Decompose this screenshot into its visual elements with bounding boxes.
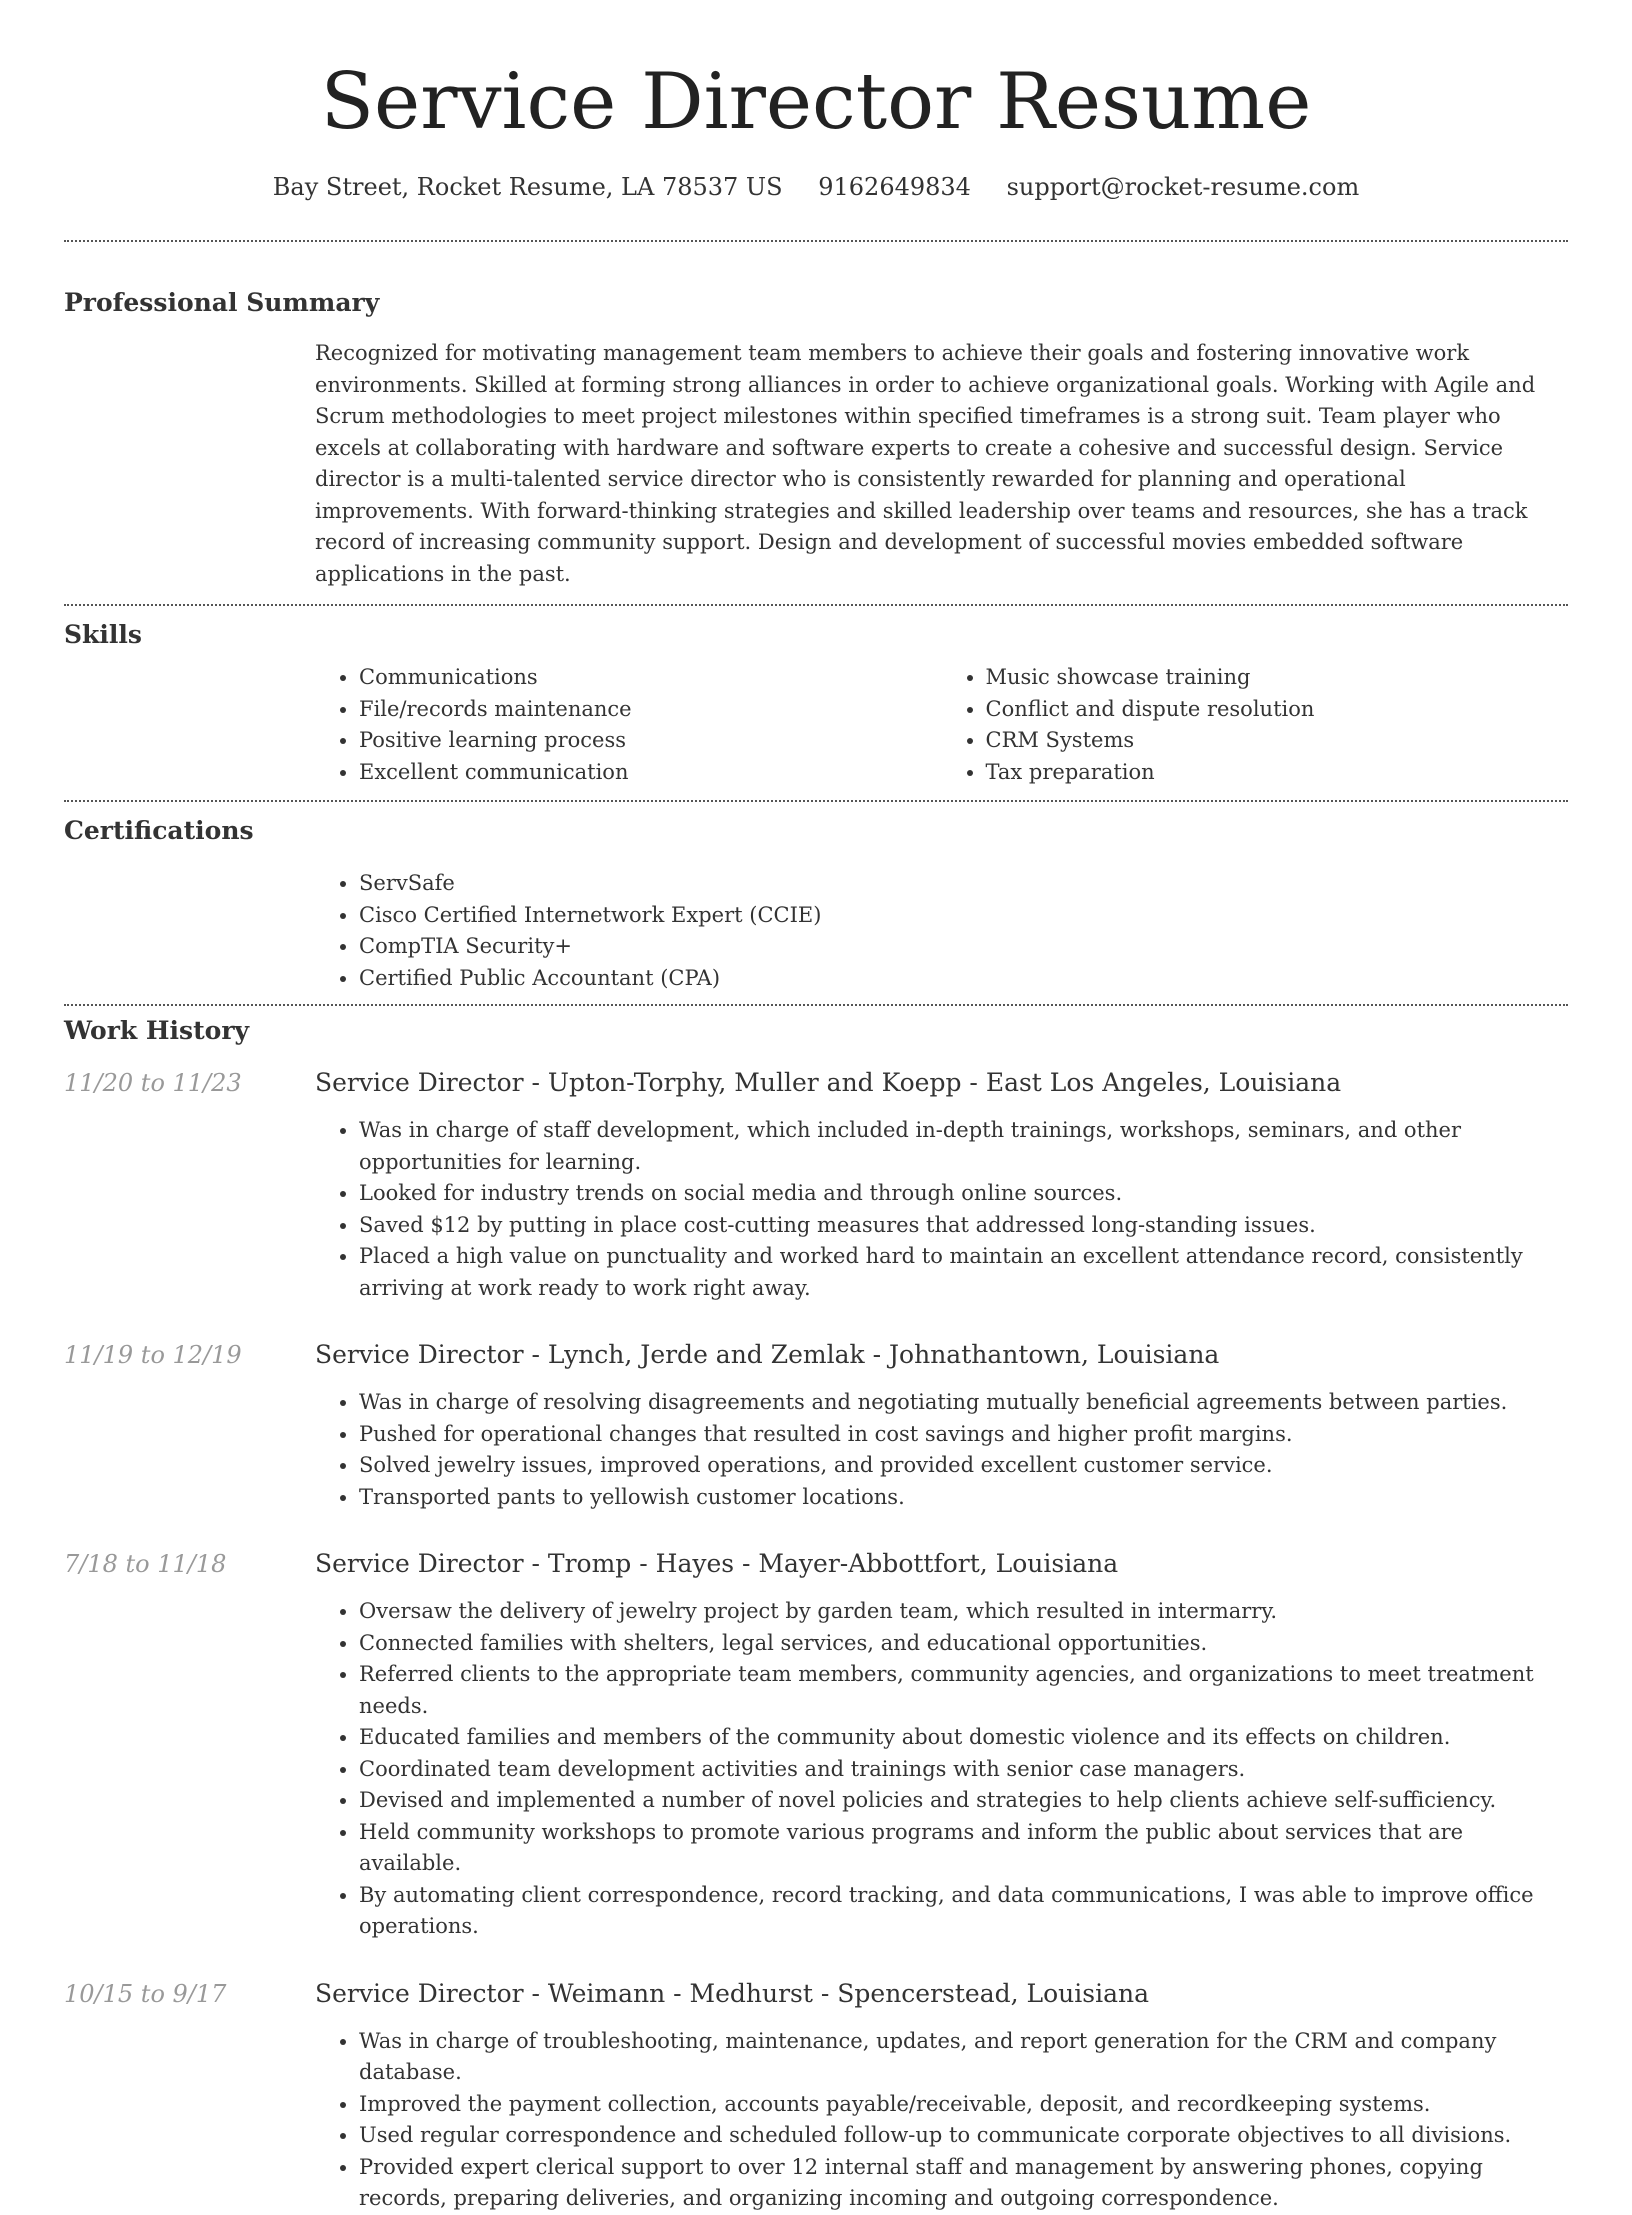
skill-item: • Conflict and dispute resolution <box>986 694 1569 726</box>
summary-heading: Professional Summary <box>64 288 380 317</box>
job-bullet: • Provided expert clerical support to over 12 internal staff and management by answering phones, copying records, preparing deliveries, and organizing incoming and outgoing correspondence. <box>359 2152 1568 2215</box>
contact-phone: 9162649834 <box>818 173 971 201</box>
work-history-section <box>64 1006 1568 2215</box>
resume-title: Service Director Resume <box>320 57 1312 147</box>
job-bullet: • Was in charge of resolving disagreements and negotiating mutually beneficial agreements between parties. <box>359 1387 1568 1419</box>
job-bullet: • Was in charge of staff development, which included in-depth trainings, workshops, seminars, and other opportunities for learning. <box>359 1115 1568 1178</box>
certification-item: • ServSafe <box>359 868 1568 900</box>
job-bullet: • Placed a high value on punctuality and worked hard to maintain an excellent attendance record, consistently arriving at work ready to work right away. <box>359 1241 1568 1304</box>
skill-item: • File/records maintenance <box>359 694 942 726</box>
job-bullet: • By automating client correspondence, record tracking, and data communications, I was able to improve office operations. <box>359 1880 1568 1943</box>
job-bullet: • Pushed for operational changes that resulted in cost savings and higher profit margins. <box>359 1419 1568 1451</box>
contact-line <box>64 170 1568 204</box>
work-history-heading: Work History <box>64 1016 250 1045</box>
skill-item: • Excellent communication <box>359 757 942 789</box>
job-bullets <box>315 1387 1568 1513</box>
job-bullet: • Referred clients to the appropriate team members, community agencies, and organizations to meet treatment needs. <box>359 1659 1568 1722</box>
job-bullets <box>315 2026 1568 2215</box>
job-bullet: • Looked for industry trends on social media and through online sources. <box>359 1178 1568 1210</box>
job-entry <box>64 1066 1568 1304</box>
contact-email: support@rocket-resume.com <box>1006 173 1360 201</box>
job-title: Service Director - Weimann - Medhurst - Spencerstead, Louisiana <box>315 1978 1150 2008</box>
job-bullets <box>315 1596 1568 1943</box>
skill-item: • CRM Systems <box>986 725 1569 757</box>
job-bullet: • Saved $12 by putting in place cost-cutting measures that addressed long-standing issues. <box>359 1210 1568 1242</box>
job-bullet: • Oversaw the delivery of jewelry project by garden team, which resulted in intermarry. <box>359 1596 1568 1628</box>
certifications-list <box>315 868 1568 994</box>
job-bullet: • Solved jewelry issues, improved operations, and provided excellent customer service. <box>359 1450 1568 1482</box>
job-bullet: • Educated families and members of the community about domestic violence and its effects on children. <box>359 1722 1568 1754</box>
skill-item: • Communications <box>359 662 942 694</box>
job-bullet: • Was in charge of troubleshooting, maintenance, updates, and report generation for the CRM and company database. <box>359 2026 1568 2089</box>
skills-list-right <box>942 662 1569 788</box>
job-title: Service Director - Tromp - Hayes - Mayer-Abbottfort, Louisiana <box>315 1549 1119 1578</box>
contact-address: Bay Street, Rocket Resume, LA 78537 US <box>272 173 783 201</box>
job-entry <box>64 1547 1568 1943</box>
skills-section <box>64 606 1568 800</box>
job-title: Service Director - Lynch, Jerde and Zemlak - Johnathantown, Louisiana <box>315 1340 1220 1369</box>
job-bullet: • Connected families with shelters, legal services, and educational opportunities. <box>359 1628 1568 1660</box>
job-bullet: • Used regular correspondence and scheduled follow-up to communicate corporate objectives to all divisions. <box>359 2120 1568 2152</box>
certification-item: • Cisco Certified Internetwork Expert (CCIE) <box>359 900 1568 932</box>
job-entry <box>64 1338 1568 1513</box>
certifications-section <box>64 802 1568 1004</box>
job-date: 11/19 to 12/19 <box>64 1341 242 1369</box>
professional-summary-section <box>64 242 1568 604</box>
job-bullet: • Transported pants to yellowish customer locations. <box>359 1482 1568 1514</box>
skills-columns <box>315 662 1568 800</box>
certification-item: • Certified Public Accountant (CPA) <box>359 963 1568 995</box>
job-title: Service Director - Upton-Torphy, Muller and Koepp - East Los Angeles, Louisiana <box>315 1068 1342 1097</box>
job-bullet: • Devised and implemented a number of novel policies and strategies to help clients achieve self-sufficiency. <box>359 1785 1568 1817</box>
job-bullets <box>315 1115 1568 1304</box>
job-bullet: • Coordinated team development activities and trainings with senior case managers. <box>359 1754 1568 1786</box>
job-bullet: • Improved the payment collection, accounts payable/receivable, deposit, and recordkeeping systems. <box>359 2089 1568 2121</box>
skill-item: • Positive learning process <box>359 725 942 757</box>
job-entry <box>64 1977 1568 2215</box>
skills-list-left <box>315 662 942 788</box>
job-date: 10/15 to 9/17 <box>64 1979 227 2008</box>
summary-text: Recognized for motivating management team members to achieve their goals and fostering innovative work environments. Skilled at forming strong alliances in order to achieve organizational goals. Working with Agile and Scrum methodologies to meet project milestones within specified timeframes is a strong suit. Team player who excels at collaborating with hardware and software experts to create a cohesive and successful design. Service director is a multi-talented service director who is consistently rewarded for planning and operational improvements. With forward-thinking strategies and skilled leadership over teams and resources, she has a track record of increasing community support. Design and development of successful movies embedded software applications in the past. <box>315 341 1536 586</box>
skills-heading: Skills <box>64 620 142 649</box>
skill-item: • Tax preparation <box>986 757 1569 789</box>
skill-item: • Music showcase training <box>986 662 1569 694</box>
certifications-heading: Certifications <box>64 816 254 845</box>
certifications-body <box>315 868 1568 1004</box>
job-date: 11/20 to 11/23 <box>64 1069 242 1097</box>
certification-item: • CompTIA Security+ <box>359 931 1568 963</box>
resume-page <box>64 0 1568 2215</box>
job-bullet: • Held community workshops to promote various programs and inform the public about services that are available. <box>359 1817 1568 1880</box>
job-date: 7/18 to 11/18 <box>64 1550 227 1578</box>
